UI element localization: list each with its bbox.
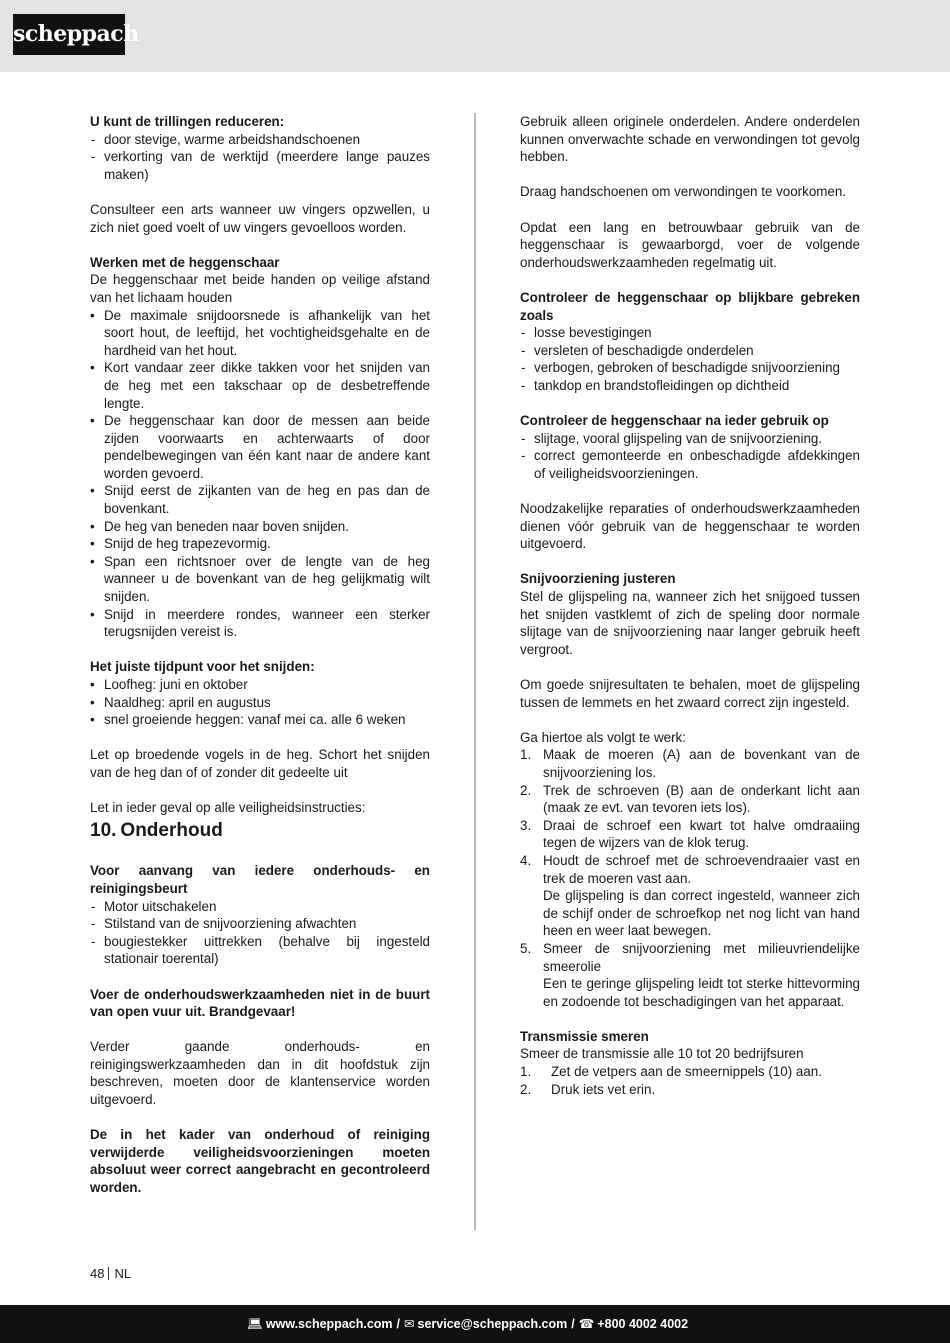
work-intro: De heggenschaar met beide handen op veilige afstand van het lichaam houden [90, 272, 430, 305]
list-item [520, 746, 860, 781]
list-item: • snel groeiende heggen: vanaf mei ca. alle 6 weken [90, 711, 430, 729]
step-text: Druk iets vet erin. [551, 1081, 656, 1097]
list-item: - correct gemonteerde en onbeschadigde afdekkingen of veiligheidsvoorzieningen. [520, 447, 860, 482]
adjust-steps-list [520, 746, 860, 1010]
step-number: 1. [520, 747, 532, 763]
section-number: 10. [90, 819, 117, 841]
list-item: - slijtage, vooral glijspeling van de snijvoorziening. [520, 430, 860, 448]
list-item: - tankdop en brandstofleidingen op dichtheid [520, 377, 860, 395]
timing-heading: Het juiste tijdpunt voor het snijden: [90, 659, 315, 675]
list-item: - Stilstand van de snijvoorziening afwachten [90, 915, 430, 933]
list-item [520, 1081, 860, 1099]
check-defects-heading: Controleer de heggenschaar op blijkbare gebreken zoals [520, 289, 860, 323]
phone-icon: ☎︎ [578, 1317, 595, 1331]
step-number: 5. [520, 940, 532, 956]
left-column [90, 113, 430, 1197]
list-item: - losse bevestigingen [520, 324, 860, 342]
step-number: 2. [520, 782, 532, 798]
column-divider [474, 113, 476, 1230]
list-item [520, 852, 860, 940]
step-text: Zet de vetpers aan de smeernippels (10) aan. [551, 1064, 822, 1080]
list-item: - bougiestekker uittrekken (behalve bij ingesteld stationair toerental) [90, 933, 430, 968]
list-item: • De maximale snijdoorsnede is afhankelijk van het soort hout, de leeftijd, het vochtigheidsgehalte en de hardheid van het hout. [90, 307, 430, 360]
adjust-intro: Stel de glijspeling na, wanneer zich het snijgoed tussen het snijden vastklemt of zich de speling door normale slijtage van de snijvoorziening naar langer gebruik heeft vergroot. [520, 589, 860, 657]
page-header [0, 0, 950, 72]
list-item: • De heggenschaar kan door de messen aan beide zijden voorwaarts en achterwaarts of door pendelbewegingen van één kant naar de andere kant worden gevoerd. [90, 412, 430, 482]
check-defects-list [520, 324, 860, 394]
longuse-paragraph: Opdat een lang en betrouwbaar gebruik van de heggenschaar is gewaarborgd, voer de volgende onderhoudswerkzaamheden regelmatig uit. [520, 219, 860, 270]
step-number: 4. [520, 852, 532, 868]
gloves-paragraph: Draag handschoenen om verwondingen te voorkomen. [520, 184, 847, 200]
list-item: - Motor uitschakelen [90, 898, 430, 916]
page-number-value: 48 [90, 1266, 105, 1281]
steps-intro: Ga hiertoe als volgt te werk: [520, 729, 686, 745]
adjust-heading: Snijvoorziening justeren [520, 571, 676, 587]
list-item: - verkorting van de werktijd (meerdere lange pauzes maken) [90, 148, 430, 183]
right-column [520, 113, 860, 1098]
consult-paragraph: Consulteer een arts wanneer uw vingers opzwellen, u zich niet goed voelt of uw vingers gevoelloos worden. [90, 201, 430, 235]
birds-paragraph: Let op broedende vogels in de heg. Schort het snijden van de heg dan of of zonder dit gedeelte uit [90, 747, 430, 780]
footer-separator: / [571, 1317, 575, 1331]
step-number: 3. [520, 817, 532, 833]
page-number [90, 1266, 131, 1282]
list-item [520, 1063, 860, 1081]
safety-paragraph: Let in ieder geval op alle veiligheidsinstructies: [90, 800, 366, 816]
step-text: Houdt de schroef met de schroevendraaier vast en trek de moeren vast aan. [543, 852, 860, 886]
list-item [520, 817, 860, 852]
timing-list [90, 676, 430, 729]
step-text: Draai de schroef een kwart tot halve omdraaiing tegen de wijzers van de klok terug. [543, 817, 860, 851]
page-number-separator [108, 1267, 109, 1280]
laptop-icon: 💻︎ [247, 1317, 263, 1331]
list-item: • De heg van beneden naar boven snijden. [90, 518, 430, 536]
envelope-icon: ✉︎ [404, 1317, 415, 1331]
section-heading [90, 820, 430, 842]
page-language: NL [114, 1266, 132, 1281]
footer-separator: / [396, 1317, 401, 1331]
list-item: • Naaldheg: april en augustus [90, 694, 430, 712]
before-heading: Voor aanvang van iedere onderhouds- en reinigingsbeurt [90, 863, 430, 896]
step-number: 1. [520, 1064, 532, 1080]
footer-email[interactable]: service@scheppach.com [417, 1317, 568, 1331]
step-text: Maak de moeren (A) aan de bovenkant van de snijvoorziening los. [543, 747, 860, 780]
step-number: 2. [520, 1081, 532, 1097]
list-item: • Loofheg: juni en oktober [90, 676, 430, 694]
vibration-heading: U kunt de trillingen reduceren: [90, 114, 285, 129]
vibration-list [90, 131, 430, 184]
step-note: Een te geringe glijspeling leidt tot sterke hittevorming en zodoende tot beschadigingen van het apparaat. [543, 976, 860, 1009]
list-item: • Snijd de heg trapezevormig. [90, 535, 430, 553]
transmission-intro: Smeer de transmissie alle 10 tot 20 bedrijfsuren [520, 1046, 804, 1062]
brand-logo: scheppach [13, 14, 125, 55]
list-item: - door stevige, warme arbeidshandschoenen [90, 131, 430, 149]
list-item: - verbogen, gebroken of beschadigde snijvoorziening [520, 359, 860, 377]
further-paragraph: Verder gaande onderhouds- en reinigingswerkzaamheden dan in dit hoofdstuk zijn beschreven, moeten door de klantenservice worden uitgevoerd. [90, 1039, 430, 1108]
list-item [520, 782, 860, 817]
step-text: Trek de schroeven (B) aan de onderkant licht aan (maak ze evt. van tevoren iets los). [543, 782, 860, 816]
list-item: - versleten of beschadigde onderdelen [520, 342, 860, 360]
before-list [90, 898, 430, 968]
list-item: • Snijd in meerdere rondes, wanneer een sterker terugsnijden vereist is. [90, 606, 430, 641]
list-item: • Span een richtsnoer over de lengte van de heg wanneer u de bovenkant van de heg gelijkmatig wilt snijden. [90, 553, 430, 606]
footer-website[interactable]: www.scheppach.com [265, 1317, 393, 1331]
original-parts-paragraph: Gebruik alleen originele onderdelen. Andere onderdelen kunnen onverwachte schade en verwondingen tot gevolg hebben. [520, 114, 860, 165]
check-after-use-heading: Controleer de heggenschaar na ieder gebruik op [520, 413, 829, 429]
work-list [90, 307, 430, 641]
step-text: Smeer de snijvoorziening met milieuvriendelijke smeerolie [543, 940, 860, 974]
step-note: De glijspeling is dan correct ingesteld, wanneer zich de schijf onder de schroefkop net nog licht van hand heen en weer laat bewegen. [543, 888, 860, 939]
page-footer [0, 1305, 950, 1343]
check-after-use-list [520, 430, 860, 483]
list-item: • Kort vandaar zeer dikke takken voor het snijden van de heg met een takschaar op de desbetreffende lengte. [90, 359, 430, 412]
repairs-paragraph: Noodzakelijke reparaties of onderhoudswerkzaamheden dienen vóór gebruik van de heggenschaar te worden uitgevoerd. [520, 501, 860, 552]
work-heading: Werken met de heggenschaar [90, 254, 280, 270]
footer-phone[interactable]: +800 4002 4002 [597, 1317, 689, 1331]
list-item: • Snijd eerst de zijkanten van de heg en pas dan de bovenkant. [90, 482, 430, 517]
list-item [520, 940, 860, 1010]
transmission-heading: Transmissie smeren [520, 1028, 649, 1044]
results-paragraph: Om goede snijresultaten te behalen, moet de glijspeling tussen de lemmets en het zwaard correct zijn ingesteld. [520, 677, 860, 710]
footer-contact [247, 1305, 688, 1343]
removed-warning: De in het kader van onderhoud of reiniging verwijderde veiligheidsvoorzieningen moeten absoluut weer correct aangebracht en gecontroleerd worden. [90, 1127, 430, 1196]
section-title: Onderhoud [120, 819, 223, 841]
fire-warning: Voer de onderhoudswerkzaamheden niet in de buurt van open vuur uit. Brandgevaar! [90, 986, 430, 1020]
transmission-steps-list [520, 1063, 860, 1098]
